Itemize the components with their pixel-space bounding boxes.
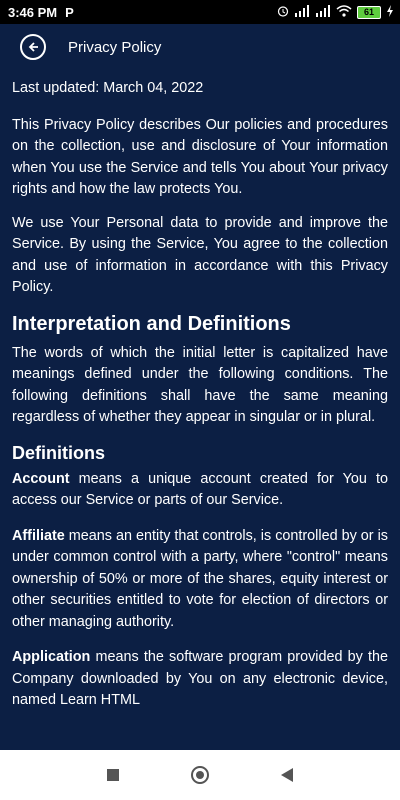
battery-icon: 61 (357, 6, 381, 19)
definition-item-affiliate (12, 526, 388, 634)
status-time: 3:46 PM (8, 4, 58, 20)
interpretation-heading: Interpretation and Definitions (12, 312, 291, 335)
definition-term: Account (12, 470, 70, 487)
alarm-icon (277, 5, 289, 20)
intro-paragraph-2: We use Your Personal data to provide and improve the Service. By using the Service, You agree to the collection and use of information in accordance with this Privacy Policy. (12, 214, 388, 295)
back-arrow-icon[interactable] (20, 34, 46, 60)
definitions-list (12, 469, 388, 712)
recents-button[interactable] (107, 769, 119, 781)
definition-item-account (12, 469, 388, 512)
signal-icon (294, 5, 310, 20)
back-button[interactable] (281, 768, 293, 782)
app-bar (0, 24, 400, 70)
home-button[interactable] (191, 766, 209, 784)
last-updated-text: Last updated: March 04, 2022 (12, 80, 204, 96)
status-icons (277, 5, 394, 20)
parking-app-icon: P (65, 4, 74, 20)
charging-icon (386, 5, 394, 20)
definition-term: Application (12, 649, 91, 665)
interpretation-paragraph: The words of which the initial letter is capitalized have meanings defined under the following conditions. The following definitions shall have the same meaning regardless of whether they appear in singular or in plural. (12, 344, 388, 425)
policy-content[interactable] (12, 78, 388, 750)
definitions-heading: Definitions (12, 442, 105, 463)
wifi-icon (336, 5, 352, 20)
signal-icon-2 (315, 5, 331, 20)
system-nav-bar (0, 750, 400, 800)
definition-text: means the software program provided by the Company downloaded by You on any electronic device, named Learn HTML (12, 649, 388, 708)
definition-term: Affiliate (12, 527, 65, 544)
definition-text: means a unique account created for You to access our Service or parts of our Service. (12, 470, 388, 508)
definition-item-application (12, 647, 388, 712)
intro-paragraph-1: This Privacy Policy describes Our policies and procedures on the collection, use and disclosure of Your information when You use the Service and tells You about Your privacy rights and how the law protects You. (12, 116, 388, 197)
definition-text: means an entity that controls, is controlled by or is under common control with a party, where "control" means ownership of 50% or more of the shares, equity interest or other securities entitled to vote for election of directors or other managing authority. (12, 527, 388, 630)
status-bar (0, 0, 400, 24)
page-title: Privacy Policy (68, 38, 162, 56)
